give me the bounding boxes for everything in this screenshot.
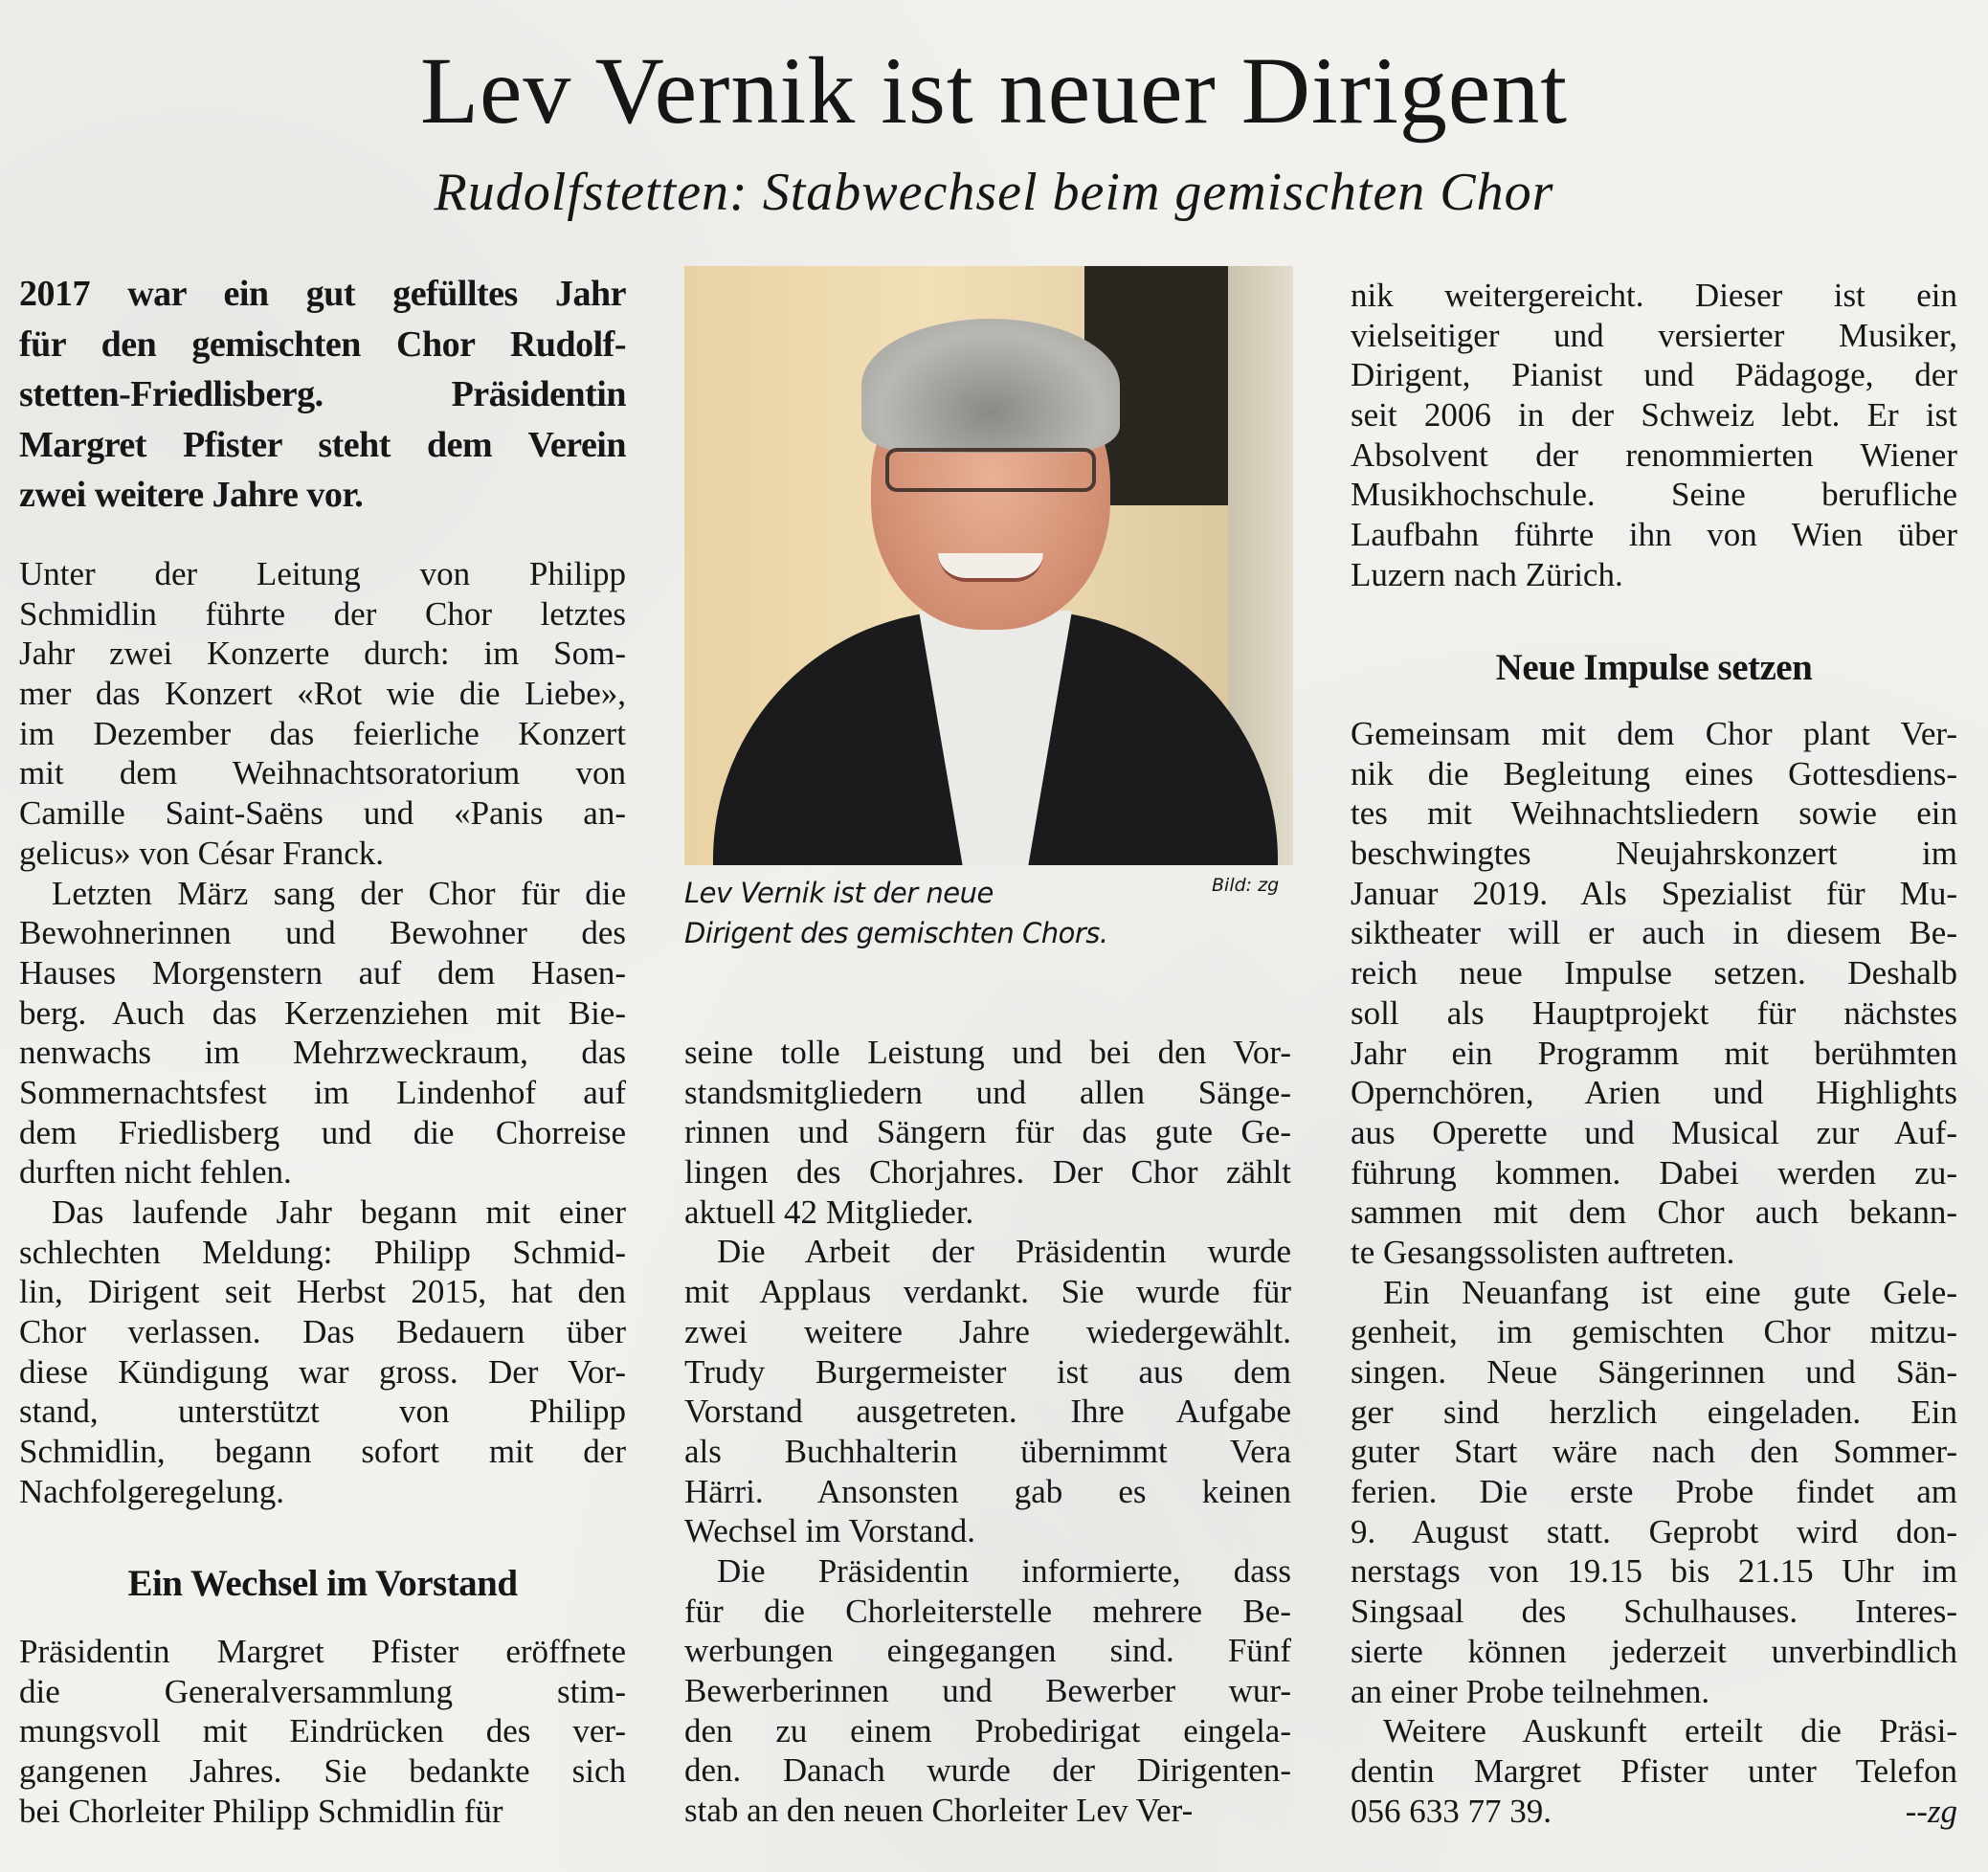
text-line: mit Applaus verdankt. Sie wurde für [684, 1273, 1291, 1311]
text-line-content: 056 633 77 39. [1351, 1792, 1552, 1830]
text-line: aus Operette und Musical zur Auf- [1351, 1113, 1957, 1151]
text-line: Schmidlin, begann sofort mit der [19, 1433, 626, 1471]
text-line: lingen des Chorjahres. Der Chor zählt [684, 1153, 1291, 1192]
text-line: dentin Margret Pfister unter Telefon [1351, 1751, 1957, 1790]
text-line: ferien. Die erste Probe findet am [1351, 1473, 1957, 1511]
text-line: beschwingtes Neujahrskonzert im [1351, 835, 1957, 873]
text-line: standsmitgliedern und allen Sänge- [684, 1073, 1291, 1111]
column1-body [19, 554, 626, 1512]
column3-subhead: Neue Impulse setzen [1495, 647, 1813, 688]
column3-body [1351, 276, 1957, 595]
text-line: Unter der Leitung von Philipp [19, 555, 626, 592]
text-line: Die Arbeit der Präsidentin wurde [717, 1233, 1291, 1271]
text-line: 2017 war ein gut gefülltes Jahr [19, 274, 626, 314]
text-line: zwei weitere Jahre wiedergewählt. [684, 1312, 1291, 1350]
text-line: Jahr ein Programm mit berühmten [1351, 1034, 1957, 1072]
text-line: Laufbahn führte ihn von Wien über [1351, 516, 1957, 554]
caption-line: Dirigent des gemischten Chors. [684, 917, 1108, 949]
text-line: Singsaal des Schulhauses. Interes- [1351, 1593, 1957, 1631]
text-line: Januar 2019. Als Spezialist für Mu- [1351, 874, 1957, 912]
text-line: im Dezember das feierliche Konzert [19, 714, 626, 752]
text-line: Luzern nach Zürich. [1351, 555, 1623, 593]
text-line: nik die Begleitung eines Gottesdiens- [1351, 754, 1957, 792]
text-line: diese Kündigung war gross. Der Vor- [19, 1352, 626, 1391]
text-line: Dirigent, Pianist und Pädagoge, der [1351, 356, 1957, 394]
caption-line: Lev Vernik ist der neue [684, 877, 994, 909]
text-line: Wechsel im Vorstand. [684, 1512, 976, 1550]
text-line: führung kommen. Dabei werden zu- [1351, 1153, 1957, 1192]
text-line: siktheater will er auch in diesem Be- [1351, 914, 1957, 952]
text-line: lin, Dirigent seit Herbst 2015, hat den [19, 1273, 626, 1311]
text-line: bei Chorleiter Philipp Schmidlin für [19, 1792, 503, 1830]
text-line: singen. Neue Sängerinnen und Sän- [1351, 1353, 1957, 1391]
text-line [1351, 1792, 1957, 1832]
text-line: Nachfolgeregelung. [19, 1472, 284, 1510]
text-line: Präsidentin Margret Pfister eröffnete [19, 1633, 626, 1670]
headline: Lev Vernik ist neuer Dirigent [419, 37, 1569, 144]
portrait-photo [684, 266, 1293, 865]
text-line: Sommernachtsfest im Lindenhof auf [19, 1073, 626, 1111]
text-line: seit 2006 in der Schweiz lebt. Er ist [1351, 396, 1957, 435]
text-line: Bewerberinnen und Bewerber wur- [684, 1672, 1291, 1709]
text-line: Die Präsidentin informierte, dass [717, 1551, 1291, 1590]
column3-body-after-subhead [1351, 714, 1957, 1831]
text-line: Härri. Ansonsten gab es keinen [684, 1472, 1291, 1510]
text-line: Bewohnerinnen und Bewohner des [19, 914, 626, 952]
text-line: tes mit Weihnachtsliedern sowie ein [1351, 794, 1957, 833]
text-line: Schmidlin führte der Chor letztes [19, 594, 626, 633]
text-line: stand, unterstützt von Philipp [19, 1393, 626, 1431]
text-line: te Gesangssolisten auftreten. [1351, 1233, 1735, 1271]
text-line: ger sind herzlich eingeladen. Ein [1351, 1393, 1957, 1431]
text-line: Opernchören, Arien und Highlights [1351, 1074, 1957, 1112]
text-line: schlechten Meldung: Philipp Schmid- [19, 1233, 626, 1271]
text-line: für die Chorleiterstelle mehrere Be- [684, 1592, 1291, 1630]
text-line: sierte können jederzeit unverbindlich [1351, 1632, 1957, 1670]
text-line: Weitere Auskunft erteilt die Präsi- [1383, 1712, 1957, 1750]
subheadline: Rudolfstetten: Stabwechsel beim gemischten Chor [434, 163, 1554, 222]
photo-glasses [885, 448, 1096, 492]
text-line: Camille Saint-Saëns und «Panis an- [19, 794, 626, 833]
text-line: genheit, im gemischten Chor mitzu- [1351, 1313, 1957, 1351]
text-line: Margret Pfister steht dem Verein [19, 424, 626, 465]
text-line: mit dem Weihnachtsoratorium von [19, 754, 626, 792]
text-line: als Buchhalterin übernimmt Vera [684, 1432, 1291, 1470]
text-line: berg. Auch das Kerzenziehen mit Bie- [19, 993, 626, 1032]
text-line: Musikhochschule. Seine berufliche [1351, 476, 1957, 514]
text-line: Jahr zwei Konzerte durch: im Som- [19, 635, 626, 673]
text-line: guter Start wäre nach den Sommer- [1351, 1433, 1957, 1471]
text-line: die Generalversammlung stim- [19, 1672, 626, 1710]
text-line: seine tolle Leistung und bei den Vor- [684, 1034, 1291, 1071]
text-line: an einer Probe teilnehmen. [1351, 1672, 1710, 1710]
text-line: Gemeinsam mit dem Chor plant Ver- [1351, 715, 1957, 752]
text-line: nik weitergereicht. Dieser ist ein [1351, 277, 1957, 314]
column1-subhead: Ein Wechsel im Vorstand [127, 1563, 518, 1604]
text-line: Absolvent der renommierten Wiener [1351, 435, 1957, 474]
photo-hair [861, 319, 1120, 453]
photo-smile [938, 553, 1043, 582]
text-line: Chor verlassen. Das Bedauern über [19, 1313, 626, 1351]
text-line: für den gemischten Chor Rudolf- [19, 323, 626, 365]
text-line: gangenen Jahres. Sie bedankte sich [19, 1752, 626, 1791]
text-line: Trudy Burgermeister ist aus dem [684, 1352, 1291, 1391]
text-line: soll als Hauptprojekt für nächstes [1351, 993, 1957, 1032]
photo-credit: Bild: zg [1212, 875, 1280, 896]
text-line: dem Friedlisberg und die Chorreise [19, 1113, 626, 1151]
text-line: werbungen eingegangen sind. Fünf [684, 1632, 1291, 1670]
lead-paragraph [19, 269, 626, 521]
text-line: stetten-Friedlisberg. Präsidentin [19, 374, 626, 414]
text-line: den zu einem Probedirigat eingela- [684, 1711, 1291, 1749]
text-line: rinnen und Sängern für das gute Ge- [684, 1113, 1291, 1151]
column2-body [684, 1033, 1291, 1831]
text-line: mungsvoll mit Eindrücken des ver- [19, 1712, 626, 1750]
text-line: sammen mit dem Chor auch bekann- [1351, 1193, 1957, 1232]
text-line: Letzten März sang der Chor für die [52, 874, 626, 912]
text-line: durften nicht fehlen. [19, 1153, 292, 1192]
text-line: gelicus» von César Franck. [19, 834, 385, 872]
author-signature: --zg [1905, 1792, 1957, 1830]
text-line: Das laufende Jahr begann mit einer [52, 1193, 626, 1231]
photo-caption [684, 873, 1108, 953]
text-line: Vorstand ausgetreten. Ihre Aufgabe [684, 1393, 1291, 1431]
text-line: zwei weitere Jahre vor. [19, 475, 364, 515]
text-line: Ein Neuanfang ist eine gute Gele- [1383, 1273, 1957, 1311]
column1-body-after-subhead [19, 1632, 626, 1831]
text-line: nerstags von 19.15 bis 21.15 Uhr im [1351, 1552, 1957, 1591]
text-line: mer das Konzert «Rot wie die Liebe», [19, 675, 626, 713]
text-line: stab an den neuen Chorleiter Lev Ver- [684, 1792, 1194, 1830]
text-line: Hauses Morgenstern auf dem Hasen- [19, 953, 626, 992]
text-line: vielseitiger und versierter Musiker, [1351, 316, 1957, 354]
text-line: aktuell 42 Mitglieder. [684, 1192, 974, 1231]
text-line: 9. August statt. Geprobt wird don- [1351, 1512, 1957, 1550]
text-line: nenwachs im Mehrzweckraum, das [19, 1034, 626, 1072]
text-line: den. Danach wurde der Dirigenten- [684, 1751, 1291, 1790]
text-line: reich neue Impulse setzen. Deshalb [1351, 954, 1957, 992]
